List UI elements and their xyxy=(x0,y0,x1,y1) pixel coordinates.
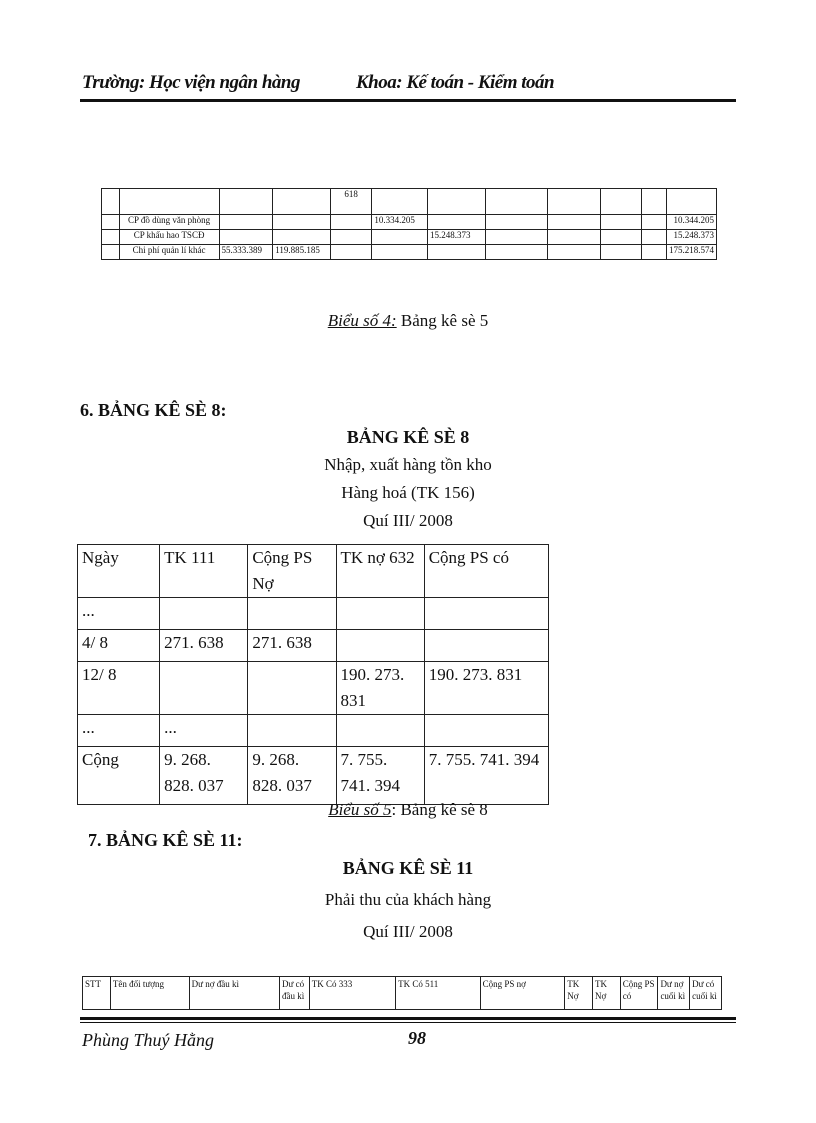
table-cell xyxy=(424,598,548,630)
column-header: Cộng PS Nợ xyxy=(248,545,336,598)
column-header: Dư nợ cuối kì xyxy=(658,977,690,1010)
footer-rule xyxy=(80,1017,736,1020)
table-cell xyxy=(273,230,331,245)
column-header: Cộng PS nợ xyxy=(480,977,565,1010)
column-header: Cộng PS có xyxy=(620,977,658,1010)
column-header: STT xyxy=(83,977,111,1010)
caption-prefix: Biểu số 4: xyxy=(327,311,397,330)
section-7-period: Quí III/ 2008 xyxy=(363,922,453,941)
table-cell xyxy=(219,215,273,230)
section-6-title: BẢNG KÊ SÈ 8 xyxy=(346,427,470,447)
column-header: TK Có 511 xyxy=(396,977,480,1010)
caption-prefix: Biểu số 5 xyxy=(328,800,392,819)
table-cell: ... xyxy=(160,715,248,747)
section-6-heading: 6. BẢNG KÊ SÈ 8: xyxy=(80,400,227,420)
table-cell: 271. 638 xyxy=(160,630,248,662)
table-cell xyxy=(273,215,331,230)
column-header: Ngày xyxy=(78,545,160,598)
section-6-subtitle: Hàng hoá (TK 156) xyxy=(341,483,475,502)
table-row xyxy=(78,662,549,715)
table-row xyxy=(102,189,717,215)
table-cell: ... xyxy=(78,715,160,747)
author-name: Phùng Thuý Hằng xyxy=(82,1030,214,1050)
table-cell: 55.333.389 xyxy=(219,245,273,260)
table-cell xyxy=(160,598,248,630)
table-cell: 12/ 8 xyxy=(78,662,160,715)
caption-text: Bảng kê sè 5 xyxy=(396,311,489,330)
section-7-title: BẢNG KÊ SÈ 11 xyxy=(342,858,474,878)
table-row xyxy=(102,245,717,260)
table-cell: 119.885.185 xyxy=(273,245,331,260)
table-cell xyxy=(160,662,248,715)
column-header: Cộng PS có xyxy=(424,545,548,598)
section-7-heading: 7. BẢNG KÊ SÈ 11: xyxy=(88,830,243,850)
table-cell xyxy=(336,630,424,662)
table-cell: Cộng xyxy=(78,747,160,805)
column-header: TK Nợ xyxy=(593,977,621,1010)
table-row xyxy=(78,598,549,630)
table-cell: 7. 755. 741. 394 xyxy=(336,747,424,805)
table-cell xyxy=(248,715,336,747)
table-cell xyxy=(336,715,424,747)
table-row xyxy=(102,215,717,230)
table-row xyxy=(78,715,549,747)
column-header: TK Nợ xyxy=(565,977,593,1010)
header-rule xyxy=(80,99,736,102)
column-header: Dư có cuối kì xyxy=(690,977,722,1010)
table-cell: ... xyxy=(78,598,160,630)
row-label: CP khấu hao TSCĐ xyxy=(119,230,219,245)
column-header: Dư nợ đầu kì xyxy=(189,977,279,1010)
table-cell: 4/ 8 xyxy=(78,630,160,662)
table-header-row xyxy=(78,545,549,598)
table-cell: 618 xyxy=(331,189,372,215)
table-cell: 7. 755. 741. 394 xyxy=(424,747,548,805)
column-header: Dư có đầu kì xyxy=(279,977,309,1010)
table-cell: 190. 273. 831 xyxy=(336,662,424,715)
table-cell: 10.334.205 xyxy=(372,215,428,230)
table-cell: 15.248.373 xyxy=(666,230,716,245)
table-cell xyxy=(248,662,336,715)
row-label: Chi phí quản lí khác xyxy=(119,245,219,260)
table-cell xyxy=(424,715,548,747)
column-header: TK 111 xyxy=(160,545,248,598)
table-row xyxy=(102,230,717,245)
caption-text: : Bảng kê sè 8 xyxy=(391,800,488,819)
row-label: CP đồ dùng văn phòng xyxy=(119,215,219,230)
table-cell: 15.248.373 xyxy=(428,230,486,245)
table-cell: 10.344.205 xyxy=(666,215,716,230)
section-6-period: Quí III/ 2008 xyxy=(363,511,453,530)
table-cell: 9. 268. 828. 037 xyxy=(248,747,336,805)
table-bangke8 xyxy=(77,544,549,805)
table-row xyxy=(78,630,549,662)
table-bangke5 xyxy=(101,188,717,260)
table-cell xyxy=(336,598,424,630)
table-cell xyxy=(428,215,486,230)
table-cell xyxy=(372,245,428,260)
column-header: TK Có 333 xyxy=(309,977,395,1010)
table-cell xyxy=(248,598,336,630)
table-total-row xyxy=(78,747,549,805)
table-cell: 271. 638 xyxy=(248,630,336,662)
caption-bieu-so-5 xyxy=(0,800,816,820)
column-header: Tên đối tượng xyxy=(110,977,189,1010)
school-name: Trường: Học viện ngân hàng xyxy=(82,72,300,93)
page-number: 98 xyxy=(408,1028,426,1048)
table-cell xyxy=(372,230,428,245)
table-bangke11 xyxy=(82,976,722,1010)
table-cell: 9. 268. 828. 037 xyxy=(160,747,248,805)
table-cell xyxy=(428,245,486,260)
table-cell xyxy=(219,230,273,245)
section-6-subtitle: Nhập, xuất hàng tồn kho xyxy=(324,455,492,474)
faculty-name: Khoa: Kế toán - Kiểm toán xyxy=(356,72,555,93)
table-cell xyxy=(424,630,548,662)
table-header-row xyxy=(83,977,722,1010)
caption-bieu-so-4 xyxy=(0,311,816,331)
section-7-subtitle: Phải thu của khách hàng xyxy=(324,890,492,909)
column-header: TK nợ 632 xyxy=(336,545,424,598)
table-cell: 175.218.574 xyxy=(666,245,716,260)
footer-rule-thin xyxy=(80,1022,736,1023)
table-cell: 190. 273. 831 xyxy=(424,662,548,715)
